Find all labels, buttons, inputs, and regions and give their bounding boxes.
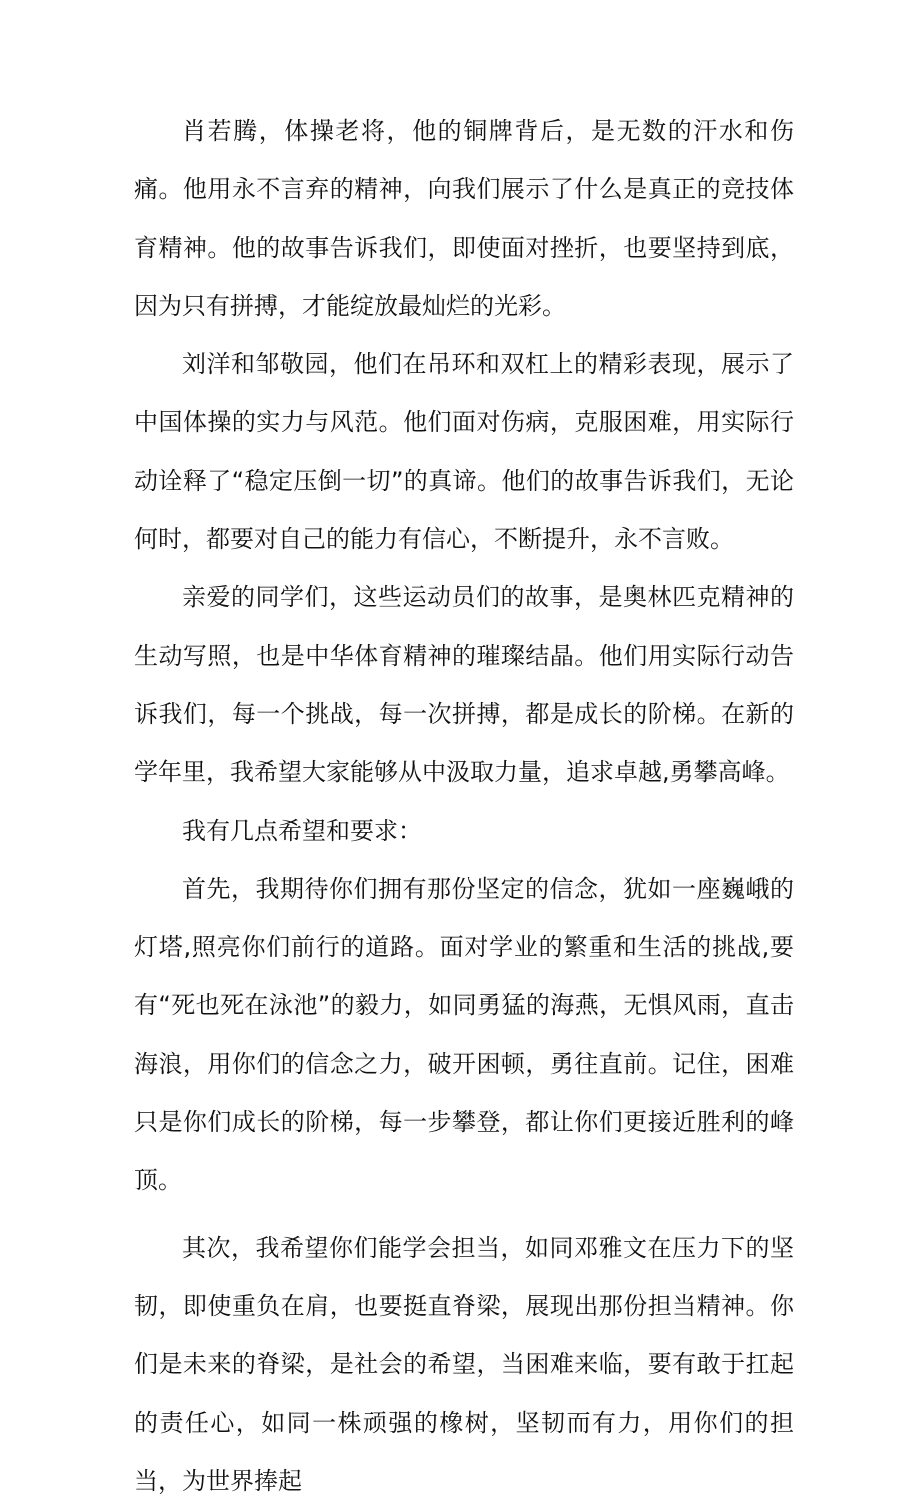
document-body xyxy=(134,102,794,1510)
paragraph-dear-students: 亲爱的同学们，这些运动员们的故事，是奥林匹克精神的生动写照，也是中华体育精神的璀璨结晶。他们用实际行动告诉我们，每一个挑战，每一次拼搏，都是成长的阶梯。在新的学年里，我希望大家能够从中汲取力量，追求卓越,勇攀高峰。 xyxy=(134,583,794,787)
paragraph-hopes-intro: 我有几点希望和要求： xyxy=(182,816,422,845)
paragraph-liu-yang-zou-jingyuan: 刘洋和邹敬园，他们在吊环和双杠上的精彩表现，展示了中国体操的实力与风范。他们面对伤病，克服困难，用实际行动诠释了“稳定压倒一切”的真谛。他们的故事告诉我们，无论何时，都要对自己的能力有信心，不断提升，永不言败。 xyxy=(134,350,794,554)
paragraph-xiao-ruoteng: 肖若腾，体操老将，他的铜牌背后，是无数的汗水和伤痛。他用永不言弃的精神，向我们展示了什么是真正的竞技体育精神。他的故事告诉我们，即使面对挫折，也要坚持到底，因为只有拼搏，才能绽放最灿烂的光彩。 xyxy=(134,117,794,320)
paragraph-second-hope: 其次，我希望你们能学会担当，如同邓雅文在压力下的坚韧，即使重负在肩，也要挺直脊梁，展现出那份担当精神。你们是未来的脊梁，是社会的希望，当困难来临，要有敢于扛起的责任心，如同一株顽强的橡树，坚韧而有力，用你们的担当，为世界捧起 xyxy=(134,1233,794,1495)
paragraph-first-hope: 首先，我期待你们拥有那份坚定的信念，犹如一座巍峨的灯塔,照亮你们前行的道路。面对学业的繁重和生活的挑战,要有“死也死在泳池”的毅力，如同勇猛的海燕，无惧风雨，直击海浪，用你们的信念之力，破开困顿，勇往直前。记住，困难只是你们成长的阶梯，每一步攀登，都让你们更接近胜利的峰顶。 xyxy=(134,874,794,1195)
